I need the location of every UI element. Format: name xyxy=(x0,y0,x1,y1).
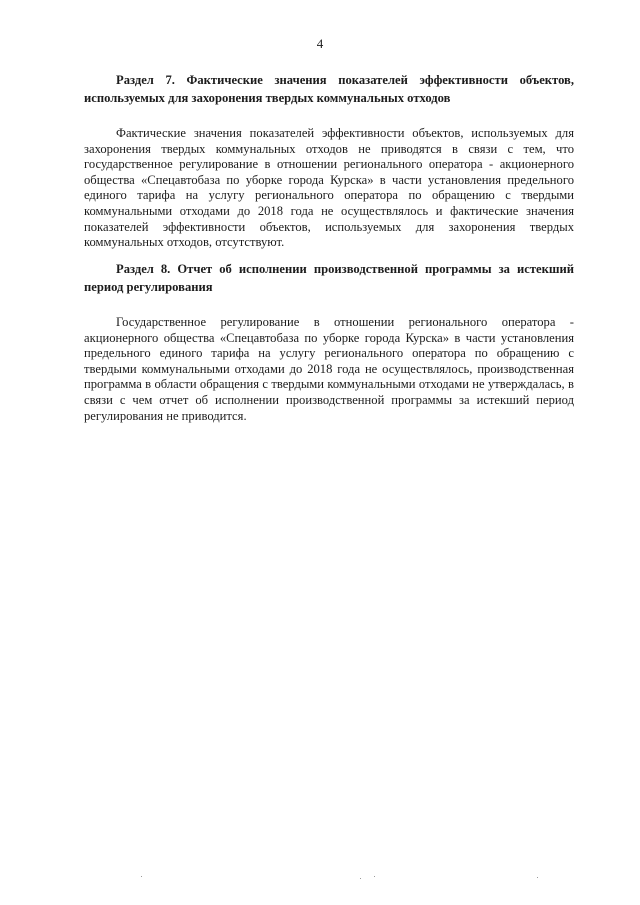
scan-dot xyxy=(141,876,142,877)
section-body-paragraph: Государственное регулирование в отношении регионального оператора - акционерного общества «Спецавтобаза по уборке города Курска» в части установления предельного единого тарифа на услугу регионального оператора по обращению с твердыми коммунальными отходами до 2018 года не осуществлялось, производственная программа в области обращения с твердыми коммунальными отходами не утверждалась, в связи с чем отчет об исполнении производственной программы за истекший период регулирования не приводится. xyxy=(84,315,574,423)
scan-artifact-dots xyxy=(0,876,640,882)
section-heading: Раздел 8. Отчет об исполнении производственной программы за истекший период регулирования xyxy=(84,262,574,294)
scan-dot xyxy=(537,877,538,878)
scan-dot xyxy=(374,876,375,877)
page-number: 4 xyxy=(316,36,324,51)
section-heading: Раздел 7. Фактические значения показателей эффективности объектов, используемых для захоронения твердых коммунальных отходов xyxy=(84,73,574,105)
section-body-paragraph: Фактические значения показателей эффективности объектов, используемых для захоронения твердых коммунальных отходов не приводятся в связи с тем, что государственное регулирование в отношении регионального оператора - акционерного общества «Спецавтобаза по уборке города Курска» в части установления предельного единого тарифа на услугу регионального оператора по обращению с твердыми коммунальными отходами до 2018 года не осуществлялось и фактические значения показателей эффективности объектов, используемых для захоронения твердых коммунальных отходов, отсутствуют. xyxy=(84,126,574,250)
scan-dot xyxy=(360,878,361,879)
section-8 xyxy=(84,260,574,424)
section-7 xyxy=(84,71,574,251)
